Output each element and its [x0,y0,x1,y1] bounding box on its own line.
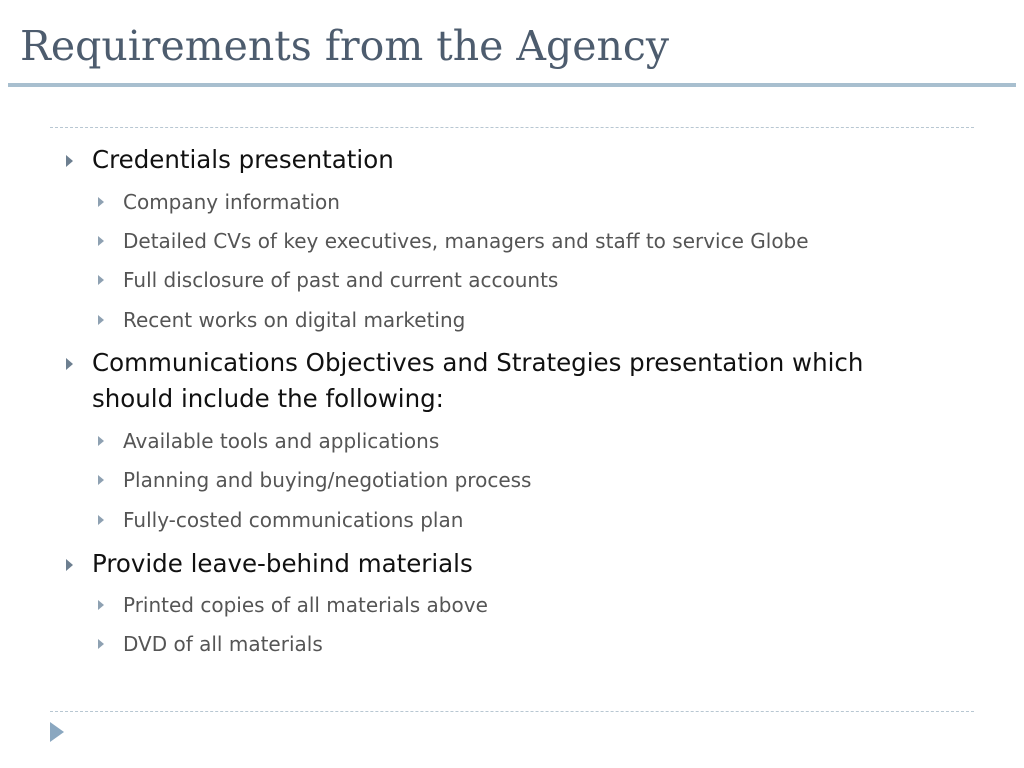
bullet-arrow-icon [98,275,104,285]
bullet-arrow-icon [98,315,104,325]
sub-bullet-printed-copies [123,591,488,619]
bullet-arrow-icon [66,559,73,571]
bullet-text: Company information [123,190,340,214]
sub-bullet-full-disclosure [123,266,558,294]
bullet-credentials-presentation [92,142,394,178]
bullet-arrow-icon [98,475,104,485]
bullet-text: Printed copies of all materials above [123,593,488,617]
bullet-arrow-icon [98,639,104,649]
bullet-communications-objectives [92,345,863,417]
bullet-arrow-icon [98,236,104,246]
sub-bullet-planning-buying [123,466,531,494]
bullet-text: DVD of all materials [123,632,323,656]
sub-bullet-available-tools [123,427,439,455]
slide-title: Requirements from the Agency [20,22,670,70]
sub-bullet-dvd [123,630,323,658]
bullet-arrow-icon [98,515,104,525]
sub-bullet-company-information [123,188,340,216]
bullet-text: Recent works on digital marketing [123,308,466,332]
bullet-text: Credentials presentation [92,145,394,174]
bottom-dashed-divider [50,711,974,712]
sub-bullet-recent-works [123,306,465,334]
bullet-text: Provide leave-behind materials [92,549,473,578]
bullet-text: Planning and buying/negotiation process [123,468,532,492]
sub-bullet-detailed-cvs [123,227,809,255]
sub-bullet-fully-costed-plan [123,506,463,534]
bullet-arrow-icon [98,436,104,446]
bullet-text-line-1: Communications Objectives and Strategies presentation which [92,348,864,377]
bullet-arrow-icon [98,600,104,610]
bullet-text: Detailed CVs of key executives, managers and staff to service Globe [123,229,809,253]
bullet-text-line-2: should include the following: [92,384,444,413]
bullet-text: Available tools and applications [123,429,440,453]
bullet-text: Fully-costed communications plan [123,508,464,532]
bullet-arrow-icon [98,197,104,207]
bullet-arrow-icon [66,155,73,167]
next-slide-arrow-icon[interactable] [50,722,64,742]
bullet-arrow-icon [66,358,73,370]
bullet-text: Full disclosure of past and current accounts [123,268,559,292]
bullet-leave-behind-materials [92,546,473,582]
